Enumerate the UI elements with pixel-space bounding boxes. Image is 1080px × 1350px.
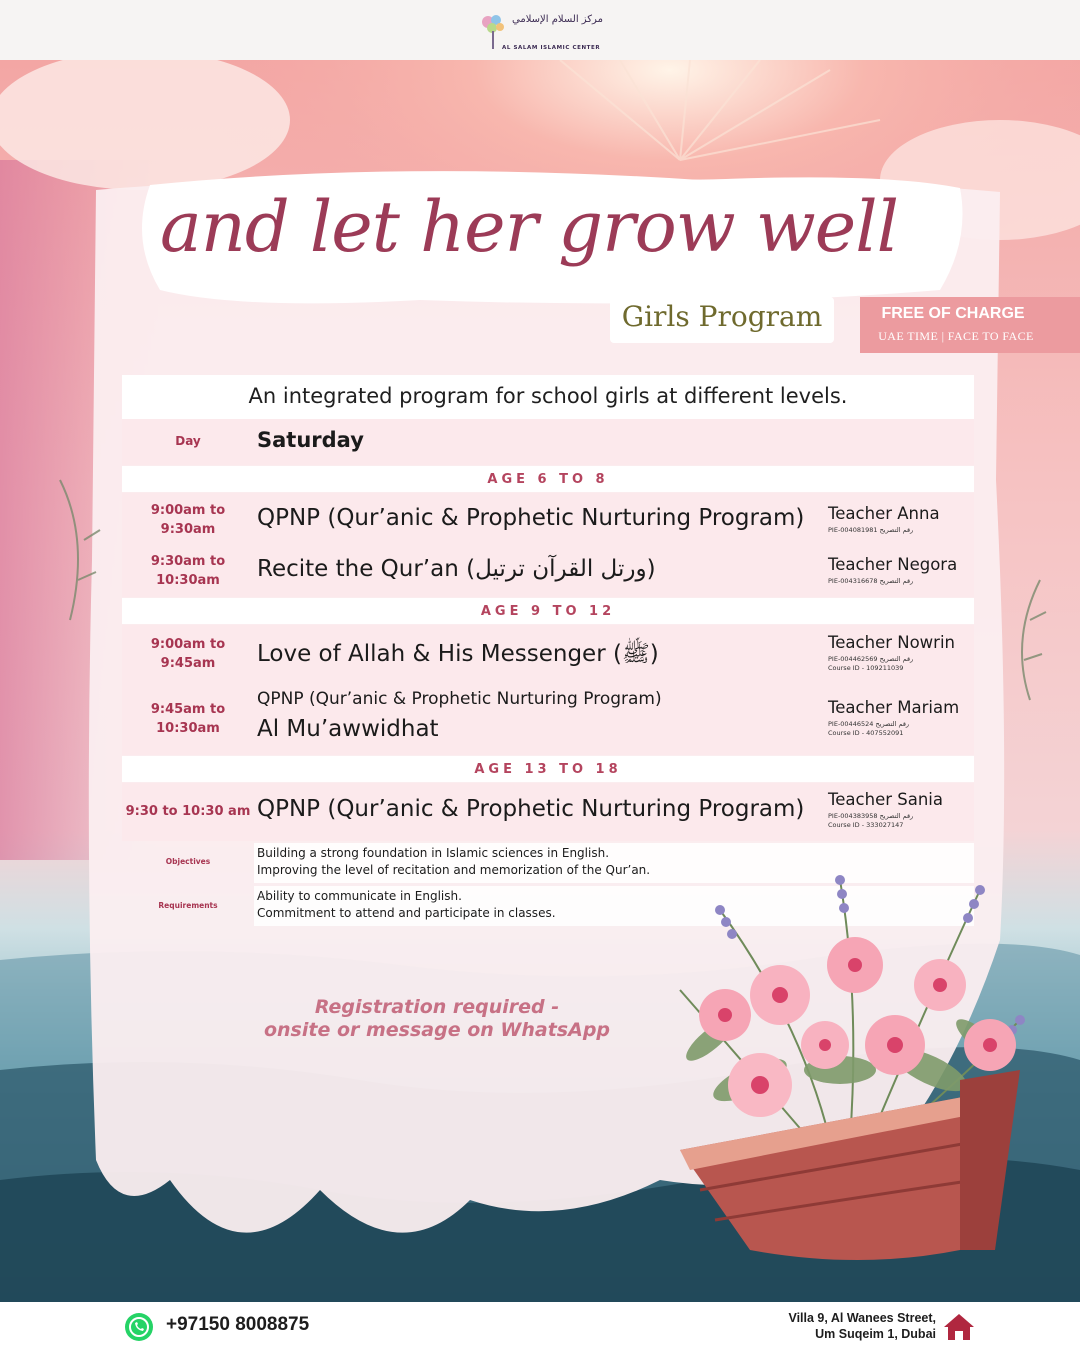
footer-bar xyxy=(0,1302,1080,1350)
flower-boat-illustration xyxy=(600,820,1080,1280)
registration-note xyxy=(262,996,612,1042)
requirement-item: Commitment to attend and participate in classes. xyxy=(257,906,556,920)
session-teacher: Teacher Mariam xyxy=(828,698,960,717)
objectives-label: Objectives xyxy=(165,857,211,866)
day-label: Day xyxy=(175,434,201,448)
address-line-1: Villa 9, Al Wanees Street, xyxy=(788,1311,936,1325)
session-permit: PIE-00446524 رقم التصريح xyxy=(828,720,910,728)
free-badge xyxy=(860,297,1080,353)
session-teacher: Teacher Anna xyxy=(828,504,940,523)
intro-text: An integrated program for school girls at different levels. xyxy=(248,384,848,408)
session-time: 9:00am to 9:30am xyxy=(150,503,226,537)
phone-number[interactable]: +97150 8008875 xyxy=(166,1314,310,1335)
logo-english: AL SALAM ISLAMIC CENTER xyxy=(502,45,601,51)
intro-row xyxy=(122,375,974,419)
session-teacher: Teacher Negora xyxy=(828,555,958,574)
age-group-label: AGE 6 TO 8 xyxy=(487,472,609,487)
session-course: Recite the Qur’an (ورتل القرآن ترتيل) xyxy=(257,556,656,582)
requirement-item: Ability to communicate in English. xyxy=(257,889,462,903)
address-line-2: Um Suqeim 1, Dubai xyxy=(815,1327,936,1341)
session-course: QPNP (Qur’anic & Prophetic Nurturing Program) xyxy=(257,505,805,531)
session-course: Al Mu’awwidhat xyxy=(257,716,439,742)
session-course-id: Course ID - 333027147 xyxy=(828,821,904,829)
session-time: 9:45am to 10:30am xyxy=(150,702,226,736)
registration-line-1: Registration required - xyxy=(314,996,560,1018)
age-group-label: AGE 9 TO 12 xyxy=(480,604,616,619)
session-course: QPNP (Qur’anic & Prophetic Nurturing Program) xyxy=(257,796,805,822)
session-time: 9:30am to 10:30am xyxy=(150,554,226,588)
session-course-id: Course ID - 109211039 xyxy=(828,664,904,672)
program-badge xyxy=(610,297,834,343)
whatsapp-icon[interactable] xyxy=(124,1312,154,1342)
session-course-parent: QPNP (Qur’anic & Prophetic Nurturing Program) xyxy=(257,689,662,709)
objective-item: Building a strong foundation in Islamic sciences in English. xyxy=(257,846,610,860)
free-badge-subtitle: UAE TIME | FACE TO FACE xyxy=(878,329,1034,343)
objective-item: Improving the level of recitation and memorization of the Qur’an. xyxy=(257,863,651,877)
session-teacher: Teacher Nowrin xyxy=(828,633,956,652)
session-time: 9:00am to 9:45am xyxy=(150,637,226,671)
session-course: Love of Allah & His Messenger (ﷺ) xyxy=(257,641,659,667)
age-group-header xyxy=(122,598,974,624)
session-teacher: Teacher Sania xyxy=(828,790,943,809)
session-time: 9:30 to 10:30 am xyxy=(125,804,251,819)
page-title: and let her grow well xyxy=(160,186,898,268)
session-permit: PIE-004316678 رقم التصريح xyxy=(828,577,914,585)
session-permit: PIE-004462569 رقم التصريح xyxy=(828,655,914,663)
logo-arabic: مركز السلام الإسلامي xyxy=(512,14,603,25)
header-bar xyxy=(0,0,1080,60)
age-group-header xyxy=(122,466,974,492)
session-permit: PIE-004081981 رقم التصريح xyxy=(828,526,914,534)
free-badge-title: FREE OF CHARGE xyxy=(881,305,1025,322)
program-name: Girls Program xyxy=(621,300,823,333)
day-value: Saturday xyxy=(257,428,364,452)
center-logo xyxy=(478,8,602,54)
home-icon xyxy=(942,1312,976,1342)
age-group-label: AGE 13 TO 18 xyxy=(474,762,622,777)
address xyxy=(788,1310,936,1342)
requirements-label: Requirements xyxy=(158,901,218,910)
registration-line-2: onsite or message on WhatsApp xyxy=(263,1019,611,1041)
session-course-id: Course ID - 407552091 xyxy=(828,729,904,737)
age-group-header xyxy=(122,756,974,782)
session-permit: PIE-004383958 رقم التصريح xyxy=(828,812,914,820)
